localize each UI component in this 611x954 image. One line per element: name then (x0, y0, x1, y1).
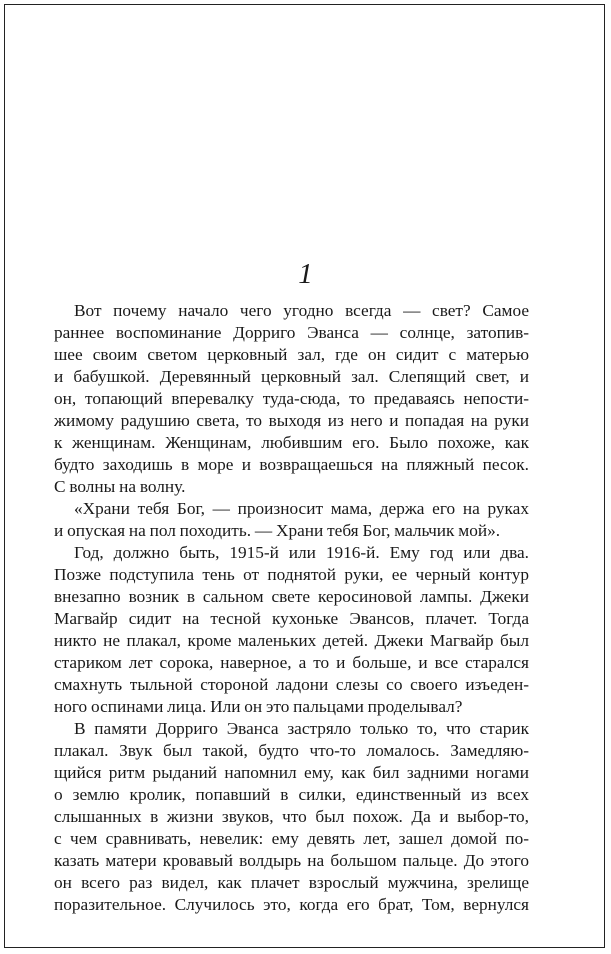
text-line: стариком лет сорока, наверное, а то и больше, и все старался (54, 653, 529, 672)
text-line: Позже подступила тень от поднятой руки, ее черный контур (54, 565, 529, 584)
text-line: Год, должно быть, 1915-й или 1916-й. Ему год или два. (74, 543, 529, 562)
text-line: к женщинам. Женщинам, любившим его. Было похоже, как (54, 433, 529, 452)
text-line: раннее воспоминание Дорриго Эванса — солнце, затопив- (54, 323, 529, 342)
chapter-number: 1 (298, 258, 313, 290)
text-line: слышанных в жизни звуков, что был похож. Да и выбор-то, (54, 807, 529, 826)
body-text (54, 300, 529, 916)
text-line: «Храни тебя Бог, — произносит мама, держа его на руках (74, 499, 529, 518)
text-line: ного оспинами лица. Или он это пальцами проделывал? (54, 697, 463, 716)
text-line: шее своим светом церковный зал, где он сидит с матерью (54, 345, 529, 364)
text-line: жимому радушию света, то выходя из него и попадая на руки (54, 411, 529, 430)
text-line: внезапно возник в сальном свете керосиновой лампы. Джеки (54, 587, 529, 606)
text-line: В памяти Дорриго Эванса застряло только то, что старик (74, 719, 529, 738)
text-line: казать матери кровавый волдырь на большом пальце. До этого (54, 851, 529, 870)
text-line: С волны на волну. (54, 477, 186, 496)
text-line: он всего раз видел, как плачет взрослый мужчина, зрелище (54, 873, 529, 892)
text-line: плакал. Звук был такой, будто что-то ломалось. Замедляю- (54, 741, 529, 760)
text-line: Магвайр сидит на тесной кухоньке Эвансов, плачет. Тогда (54, 609, 529, 628)
text-line: Вот почему начало чего угодно всегда — свет? Самое (74, 301, 529, 320)
text-line: щийся ритм рыданий напомнил ему, как бил задними ногами (54, 763, 529, 782)
text-line: с чем сравнивать, невелик: ему девять лет, зашел домой по- (54, 829, 529, 848)
text-line: поразительное. Случилось это, когда его брат, Том, вернулся (54, 895, 529, 914)
text-line: и опуская на пол походить. — Храни тебя Бог, мальчик мой». (54, 521, 501, 540)
text-line: он, топающий вперевалку туда-сюда, то предаваясь непости- (54, 389, 529, 408)
text-line: и бабушкой. Деревянный церковный зал. Слепящий свет, и (54, 367, 529, 386)
text-line: о землю кролик, попавший в силки, единственный из всех (54, 785, 529, 804)
text-line: никто не плакал, кроме маленьких детей. Джеки Магвайр был (54, 631, 529, 650)
text-line: будто заходишь в море и возвращаешься на пляжный песок. (54, 455, 529, 474)
text-line: смахнуть тыльной стороной ладони слезы со своего изъеден- (54, 675, 529, 694)
